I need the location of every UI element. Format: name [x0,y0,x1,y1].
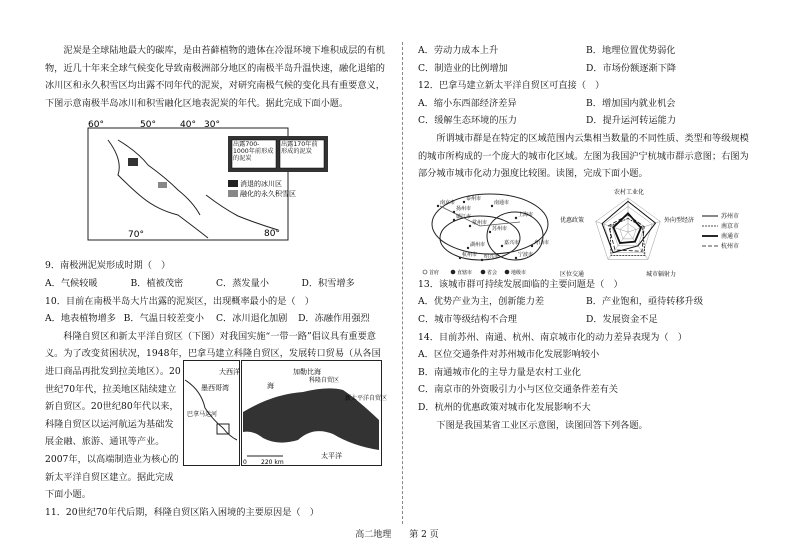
q11-options-row2 [418,60,754,78]
legend-series-label: 南通市 [721,233,740,240]
label-atlantic: 大西洋 [219,368,240,376]
question-14: 14．目前苏州、南通、杭州、南京城市化的动力差异表现为（ ） [418,331,687,343]
question-12: 12．巴拿马建立新太平洋自贸区可直接（ ） [418,80,605,92]
lat-label-80: 80° [264,229,280,239]
q11-option-b[interactable]: B．地理位置优势弱化 [586,45,676,56]
city-dot [531,245,533,247]
radar-axis-label: 区位交通 [560,271,585,278]
city-label: 嘉兴市 [504,240,520,246]
city-dot [515,217,517,219]
radar-axis-label: 外向型经济 [664,217,695,224]
passage-peat: 泥炭是全球陆地最大的碳库，是由苔藓植物的遗体在冷湿环境下堆积成层的有机物，近几十年来全球气候变化导致南极洲部分地区的南极半岛升温快速，融化退缩的冰川区和永久积雪区均出露不同年代的泥炭，对研究南极气候的变化具有重要意义，下图示意南极半岛冰川和积雪融化区地表泥炭的年代。据此完成下面小题。 [45,45,385,109]
cluster-ellipse-3 [487,212,543,260]
city-label: 舟山市 [534,240,550,246]
city-dot [481,259,483,261]
city-dot [491,205,493,207]
q13-option-b[interactable]: B．产业饱和，亟待转移升级 [586,296,704,308]
q11-option-d[interactable]: D．市场份额逐渐下降 [586,62,677,74]
legend-label: 首府 [429,270,440,276]
map3-legend [423,269,526,276]
legend-snow-swatch [228,190,238,197]
legend-symbol [505,270,509,274]
q14-option-d[interactable]: D．杭州的优惠政策对城市化发展影响不大 [418,401,591,413]
question-11: 11．20世纪70年代后期，科隆自贸区陷入困境的主要原因是（ ） [45,506,319,518]
lat-label-70: 70° [128,230,144,240]
label-pacific: 太平洋 [321,452,342,460]
city-cluster-map [420,186,558,278]
city-label: 上海市 [518,212,534,218]
q13-option-d[interactable]: D．发展资金不足 [586,313,658,325]
q12-options-row2 [418,112,754,130]
legend-peat-700: 出露700-1000年前形成的泥炭 [233,141,274,162]
q12-options-row1 [418,95,754,113]
label-colon-zone: 科隆自贸区 [309,377,340,384]
q14-option-b[interactable]: B．南通城市化的主导力量是农村工业化 [418,366,581,378]
passage-industry-intro: 下图是我国某省工业区示意图，读图回答下列各题。 [436,419,648,431]
antarctic-peninsula-map [88,120,330,246]
legend-glacier-swatch [228,180,238,187]
q12-option-d[interactable]: D．提升运河转运能力 [586,115,677,127]
q10-option-d[interactable]: D．冻融作用强烈 [298,313,370,325]
legend-snow-label: 融化的永久积雪区 [240,190,296,198]
legend-series-label: 苏州市 [721,213,740,220]
city-label: 苏州市 [492,226,508,232]
radar-legend [702,212,739,250]
legend-symbol [423,270,427,274]
page-footer: 高二地理 第 2 页 [355,530,439,540]
label-ocean-char: 洋 [315,432,322,440]
q12-option-a[interactable]: A．缩小东西部经济差异 [418,97,517,109]
q11-options-row1 [418,42,754,60]
q13-option-c[interactable]: C．城市等级结构不合理 [418,313,517,325]
legend-label: 直辖市 [457,270,473,276]
lon-label-30: 30° [204,120,220,130]
snow-patch [158,182,167,188]
q11-option-c[interactable]: C．制造业的比例增加 [418,62,508,74]
city-dot [437,205,439,207]
city-dot [453,219,455,221]
city-dot [469,225,471,227]
city-dot [459,257,461,259]
lon-label-50: 50° [140,120,156,130]
q12-option-b[interactable]: B．增加国内就业机会 [586,97,676,109]
city-label: 湖州市 [470,242,486,248]
radar-axis-label: 城市辐射力 [646,271,677,278]
passage-city-cluster: 所谓城市群是在特定的区域范围内云集相当数量的不同性质、类型和等级规模的城市所构成的一个庞大的城市化区域。左图为我国沪宁杭城市群示意图；右图为部分城市城市化动力强度比较图。读图，完成下面小题。 [418,132,749,180]
city-dot [489,231,491,233]
question-13: 13．该城市群可持续发展面临的主要问题是（ ） [418,278,623,290]
legend-series-label: 杭州市 [721,243,740,250]
city-dot [501,245,503,247]
city-label: 绍兴市 [484,254,500,260]
q10-option-b[interactable]: B．气温日较差变小 [123,313,204,325]
glacier-patch [128,158,138,166]
city-dot [463,201,465,203]
passage-panama-a: 科隆自贸区和新太平洋自贸区（下图）对我国实施“一带一路”倡议具有重要意义。为了改变贫困状况，1948年，巴拿马建立科隆自贸区，发展转口贸易（从各国进口商品再批发到拉美地区）。20 [45,330,381,377]
city-dot [467,247,469,249]
city-label: 镇江市 [456,214,472,220]
city-label: 扬州市 [456,206,472,212]
q9-options [45,275,387,293]
radar-series-line [613,213,641,243]
city-dot [515,257,517,259]
question-9: 9．南极洲泥炭形成时期（ ） [45,260,171,272]
scale-label: 220 km [261,459,284,466]
city-label: 泰州市 [466,196,482,202]
legend-glacier-label: 消退的冰川区 [240,180,282,188]
panama-map [183,360,388,466]
legend-symbol [451,270,455,274]
lon-label-60: 60° [88,120,104,130]
legend-label: 地级市 [511,270,527,276]
q12-option-c[interactable]: C．缓解生态环境的压力 [418,115,517,127]
q14-option-c[interactable]: C．南京市的外资吸引力小与区位交通条件差有关 [418,384,618,396]
legend-series-label: 南京市 [721,223,740,230]
lon-label-40: 40° [180,120,196,130]
city-dot [453,211,455,213]
column-divider [402,42,403,524]
label-sea-char: 海 [267,382,274,390]
label-mexico-gulf: 墨西哥湾 [201,384,229,392]
label-panama-canal: 巴拿马运河 [187,411,218,418]
legend-symbol [481,270,485,274]
q9-option-b[interactable]: B．植被茂密 [130,277,184,289]
radar-series [602,201,655,255]
q11-option-a[interactable]: A．劳动力成本上升 [418,45,499,56]
passage-panama-b: 世纪70年代，拉美地区陆续建立新自贸区。20世纪80年代以来，科隆自贸区以运河航运为基础发展金融、旅游、通讯等产业。2007年，以高端制造业为核心的新太平洋自贸区建立。据此完成下面小题。 [45,383,179,501]
legend-label: 省会 [487,270,498,276]
q13-options-row1 [418,293,754,311]
city-label: 南通市 [494,200,510,206]
city-label: 常州市 [472,220,488,226]
q9-option-d[interactable]: D．积雪增多 [301,277,355,289]
city-label: 宁波市 [518,252,534,258]
q9-option-c[interactable]: C．蒸发量小 [216,277,269,289]
q14-option-a[interactable]: A．区位交通条件对苏州城市化发展影响较小 [418,349,600,361]
q10-option-a[interactable]: A．地表植物增多 [45,313,116,325]
city-label: 南京市 [440,200,456,206]
radar-axis-label: 农村工业化 [614,189,645,196]
city-label: 杭州市 [462,252,478,258]
radar-series-line [602,201,655,252]
q13-option-a[interactable]: A．优势产业为主，创新能力差 [418,296,545,308]
q10-option-c[interactable]: C．冰川退化加剧 [215,313,288,325]
scale-zero: 0 [243,459,247,466]
question-10: 10．目前在南极半岛大片出露的泥炭区，出现概率最小的是（ ） [45,295,314,307]
legend-peat-170: 出露170年前形成的泥炭 [281,141,318,155]
radar-chart [560,186,756,278]
radar-axis-label: 优惠政策 [560,217,585,224]
q13-options-row2 [418,311,754,329]
q10-options [45,310,387,328]
label-new-pacific-zone: 新太平洋自贸区 [345,395,388,402]
label-caribbean: 加勒比海 [293,368,321,376]
q9-option-a[interactable]: A．气候较暖 [45,277,98,289]
